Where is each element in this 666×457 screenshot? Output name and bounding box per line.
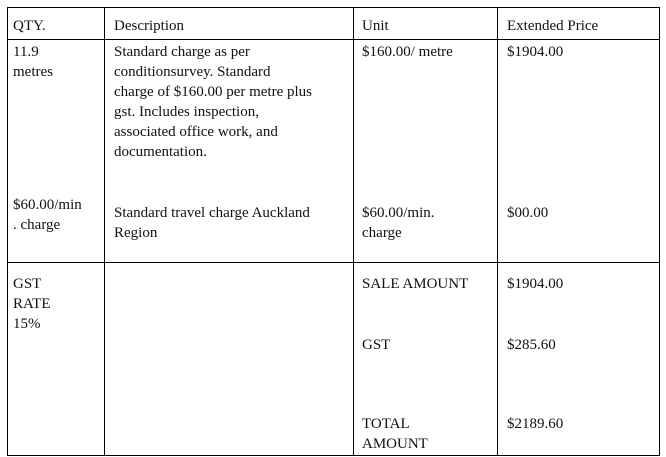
sale-amount-label: SALE AMOUNT <box>362 276 469 292</box>
column-divider-unit <box>497 7 498 456</box>
gst-rate-label: GST RATE 15% <box>13 276 51 332</box>
row-qty: 11.9 metres <box>13 44 53 80</box>
row-extended-price: $00.00 <box>507 205 549 221</box>
header-qty: QTY. <box>13 18 46 34</box>
header-unit: Unit <box>362 18 389 34</box>
gst-label: GST <box>362 337 391 353</box>
table-border-left <box>7 7 8 456</box>
row-description: Standard charge as per conditionsurvey. Standard charge of $160.00 per metre plus gst. Includes inspection, associated office work, and documentation. <box>114 44 312 160</box>
gst-value: $285.60 <box>507 337 556 353</box>
total-amount-value: $2189.60 <box>507 416 564 432</box>
sale-amount-value: $1904.00 <box>507 276 564 292</box>
header-description: Description <box>114 18 184 34</box>
row-description: Standard travel charge Auckland Region <box>114 205 310 241</box>
row-extended-price: $1904.00 <box>507 44 564 60</box>
row-unit: $60.00/min. charge <box>362 205 435 241</box>
table-border-right <box>659 7 660 456</box>
column-divider-qty <box>104 7 105 456</box>
row-qty: $60.00/min . charge <box>13 197 82 233</box>
row-unit: $160.00/ metre <box>362 44 453 60</box>
column-divider-description <box>353 7 354 456</box>
header-extended-price: Extended Price <box>507 18 599 34</box>
total-amount-label: TOTAL AMOUNT <box>362 416 428 452</box>
